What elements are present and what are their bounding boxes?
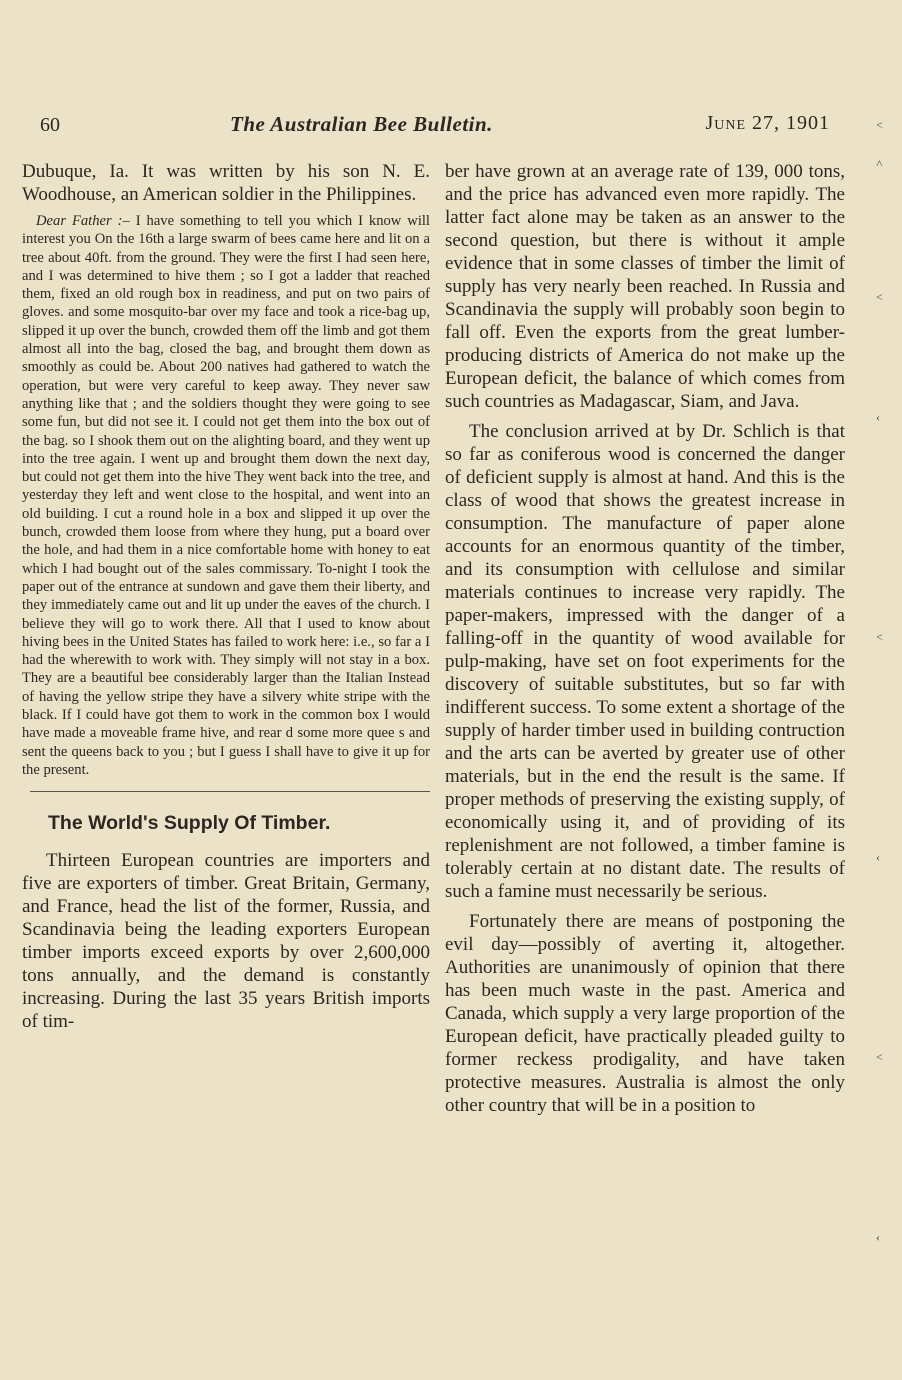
margin-mark: ˂ (876, 118, 883, 132)
journal-title: The Australian Bee Bulletin. (230, 112, 493, 136)
lead-in-paragraph: Dubuque, Ia. It was written by his son N. E. Woodhouse, an American soldier in the Philippines. (22, 161, 430, 205)
article-paragraph: The conclusion arrived at by Dr. Schlich is that so far as coniferous wood is concerned the danger of deficient supply is almost at hand. And this is the class of wood that shows the greatest increase in consumption. The manufacture of paper alone accounts for an enormous quantity of the timber, and its consumption with cellulose and similar materials continues to increase very rapidly. The paper-makers, impressed with the danger of a falling-off in the quantity of wood available for pulp-making, have set on foot experiments for the discovery of suitable substitutes, but so far with indifferent success. To some extent a shortage of the supply of harder timber used in building contruction and the arts can be averted by greater use of other materials, but in the end the result is the same. If proper methods of preserving the existing supply, of economically using it, and of providing of its replenishment are not followed, a timber famine is tolerably certain at no distant date. The results of such a famine must necessarily be serious. (445, 421, 845, 902)
margin-mark: ˂ (876, 630, 883, 644)
margin-edge-marks (872, 110, 896, 1310)
section-divider (30, 791, 430, 792)
page-header (40, 110, 830, 142)
letter-salutation: Dear Father : (36, 213, 123, 229)
page-number: 60 (40, 114, 60, 136)
margin-mark: ‹ (876, 410, 880, 424)
right-column (445, 160, 845, 1117)
issue-date: June 27, 1901 (705, 112, 830, 134)
article-paragraph: Fortunately there are means of postponing the evil day—possibly of averting it, altogether. Authorities are unanimously of opinion that there has been much waste in the past. America and Canada, which supply a very large proportion of the European deficit, have practically pleaded guilty to former reckess prodigality, and have taken protective measures. Australia is almost the only other country that will be in a position to (445, 911, 845, 1116)
soldier-letter (22, 212, 430, 779)
letter-body: – I have something to tell you which I know will interest you On the 16th a large swarm of bees came here and lit on a tree about 40ft. from the ground. They were the first I had seen here, and I was determined to hive them ; so I got a ladder that reached them, fixed an old rough box in readiness, and put on two pairs of gloves. and some mosquito-bar over my face and took a rice-bag up, slipped it up over the bunch, crowded them off the limb and got them almost all into the bag, closed the bag, and brought them down as smoothly as could be. About 200 natives had gathered to watch the operation, but were very careful to keep away. They never saw anything like that ; and the soldiers thought they were going to see some fun, but did not see it. I could not get them into the box out of the bag. so I shook them out on the alighting board, and they went up into the tree again. I went up and brought them down the next day, but could not get them into the hive They went back into the tree, and yesterday they left and went close to the hospital, and went into an old building. I cut a round hole in a box and slipped it up over the bunch, crowded them loose from where they hung, put a board over the hole, and had them in a nice comfortable home with honey to eat which I had bought out of the sales commissary. To-night I took the paper out of the entrance at sundown and gave them their liberty, and they immediately came out and lit up under the eaves of the church. I believe they will go to work there. All that I used to know about hiving bees in the United States has failed to work here: i.e., so far a I had the wherewith to work with. They simply will not stay in a box. They are a beautiful bee considerably larger than the Italian Instead of having the yellow stripe they have a silvery white stripe with the black. If I could have got them to work in the common box I would have made a moveable frame hive, and rear d some more quee s and sent the queens back to you ; but I guess I shall have to give it up for the present. (22, 213, 430, 778)
margin-mark: ‹ (876, 1230, 880, 1244)
margin-mark: ˂ (876, 1050, 883, 1064)
left-column (22, 160, 430, 1033)
article-paragraph: Thirteen European countries are importers and five are exporters of timber. Great Britain, Germany, and France, head the list of the former, Russia, and Scandinavia being the leading exporters European timber imports exceed exports by over 2,600,000 tons annually, and the demand is constantly increasing. During the last 35 years British imports of tim- (22, 850, 430, 1033)
margin-mark: ˄ (876, 156, 883, 170)
article-paragraph: ber have grown at an average rate of 139, 000 tons, and the price has advanced even more rapidly. The latter fact alone may be taken as an answer to the second question, but there is without it ample evidence that in some classes of timber the limit of supply has very nearly been reached. In Russia and Scandinavia the supply will probably soon begin to fall off. Even the exports from the great lumber-producing districts of America do not make up the European deficit, the balance of which comes from such countries as Madagascar, Siam, and Java. (445, 161, 845, 412)
margin-mark: ˂ (876, 290, 883, 304)
article-title: The World's Supply Of Timber. (48, 812, 331, 835)
margin-mark: ‹ (876, 850, 880, 864)
